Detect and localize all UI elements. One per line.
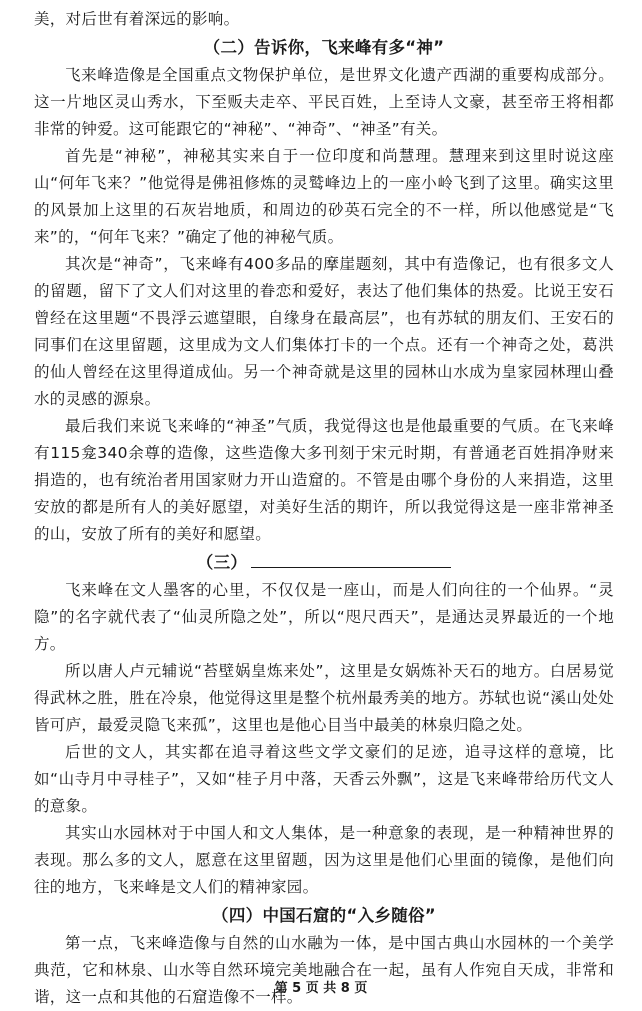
paragraph-4: 最后我们来说飞来峰的“神圣”气质，我觉得这也是他最重要的气质。在飞来峰有115龛340余尊的造像，这些造像大多刊刻于宋元时期，有普通老百姓捐净财来捐造的，也有统治者用国家财力开山造窟的。不管是由哪个身份的人来捐造，这里安放的都是所有人的美好愿望，对美好生活的期许，所以我觉得这是一座非常神圣的山，安放了所有的美好和愿望。: [34, 417, 614, 543]
paragraph-9: 第一点，飞来峰造像与自然的山水融为一体，是中国古典山水园林的一个美学典范，它和林泉、山水等自然环境完美地融合在一起，虽有人作宛自天成，非常和谐，这一点和其他的石窟造像不一样。: [34, 934, 614, 1006]
continued-paragraph-line: 美，对后世有着深远的影响。: [34, 10, 240, 28]
paragraph-3: 其次是“神奇”，飞来峰有400多品的摩崖题刻，其中有造像记，也有很多文人的留题，留下了文人们对这里的眷恋和爱好，表达了他们集体的热爱。比说王安石曾经在这里题“不畏浮云遮望眼，自缘身在最高层”，也有苏轼的朋友们、王安石的同事们在这里留题，这里成为文人们集体打卡的一个点。还有一个神奇之处，葛洪的仙人曾经在这里得道成仙。另一个神奇就是这里的园林山水成为皇家园林理山叠水的灵感的源泉。: [34, 255, 614, 408]
paragraph-6: 所以唐人卢元辅说“苔壁娲皇炼来处”，这里是女娲炼补天石的地方。白居易觉得武林之胜，胜在冷泉，他觉得这里是整个杭州最秀美的地方。苏轼也说“溪山处处皆可庐，最爱灵隐飞来孤”，这里也是他心目当中最美的林泉归隐之处。: [34, 662, 614, 734]
paragraph-1: 飞来峰造像是全国重点文物保护单位，是世界文化遗产西湖的重要构成部分。这一片地区灵山秀水，下至贩夫走卒、平民百姓，上至诗人文豪，甚至帝王将相都非常的钟爱。这可能跟它的“神秘”、“神奇”、“神圣”有关。: [34, 66, 614, 138]
paragraph-7: 后世的文人，其实都在追寻着这些文学文豪们的足迹，追寻这样的意境，比如“山寺月中寻桂子”，又如“桂子月中落，天香云外飘”，这是飞来峰带给历代文人的意象。: [34, 743, 614, 815]
fill-in-blank: [251, 551, 451, 568]
page-number-footer: 第 5 页 共 8 页: [274, 981, 368, 996]
section-heading-3-label: （三）: [196, 553, 248, 572]
section-heading-3: [34, 549, 614, 576]
section-heading-2: （二）告诉你，飞来峰有多“神”: [203, 38, 445, 57]
paragraph-5: 飞来峰在文人墨客的心里，不仅仅是一座山，而是人们向往的一个仙界。“灵隐”的名字就代表了“仙灵所隐之处”，所以“咫尺西天”，是通达灵界最近的一个地方。: [34, 581, 614, 653]
section-heading-4: （四）中国石窟的“入乡随俗”: [212, 906, 436, 925]
paragraph-8: 其实山水园林对于中国人和文人集体，是一种意象的表现，是一种精神世界的表现。那么多的文人，愿意在这里留题，因为这里是他们心里面的镜像，是他们向往的地方，飞来峰是文人们的精神家园。: [34, 824, 614, 896]
paragraph-2: 首先是“神秘”，神秘其实来自于一位印度和尚慧理。慧理来到这里时说这座山“何年飞来？”他觉得是佛祖修炼的灵鹫峰边上的一座小岭飞到了这里。确实这里的风景加上这里的石灰岩地质，和周边的砂英石完全的不一样，所以他感觉是“飞来”的，“何年飞来？”确定了他的神秘气质。: [34, 147, 614, 246]
